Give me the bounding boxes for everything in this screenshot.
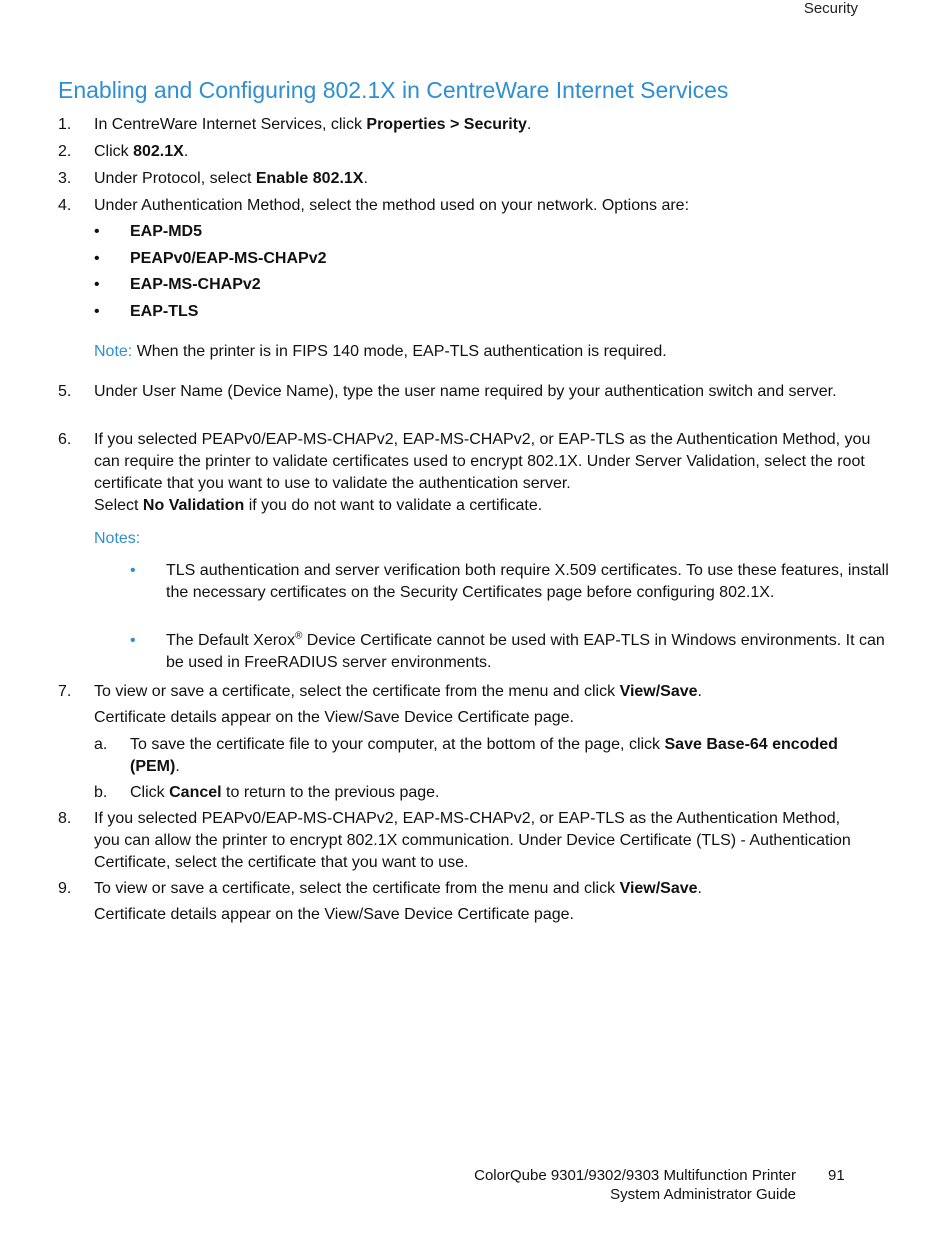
ui-term: Cancel (169, 784, 222, 801)
substep-text-part: To save the certificate file to your computer, at the bottom of the page, click (130, 736, 665, 753)
option-label: EAP-TLS (130, 303, 199, 320)
notes-label: Notes: (94, 530, 141, 547)
substep-text (130, 734, 854, 778)
step-number: 6. (58, 431, 72, 448)
step-text: If you selected PEAPv0/EAP-MS-CHAPv2, EAP-MS-CHAPv2, or EAP-TLS as the Authentication Method, you can allow the printer to encrypt 802.1X communication. Under Device Certificate (TLS) - Authentication Certificate, select the certificate that you want to use. (94, 810, 851, 871)
substep-letter: b. (94, 784, 108, 801)
ui-term: View/Save (619, 683, 698, 700)
substep-letter: a. (94, 736, 108, 753)
footer-product (474, 1166, 796, 1204)
substep-text-part: Click (130, 784, 170, 801)
note-text-part: Device Certificate cannot be used with EAP-TLS in Windows environments. It can be used in FreeRADIUS server environments. (166, 632, 885, 671)
step-text-part: . (697, 880, 702, 897)
option-label: EAP-MS-CHAPv2 (130, 276, 261, 293)
step-text-part: To view or save a certificate, select the certificate from the menu and click (94, 683, 620, 700)
footer-guide-name: System Administrator Guide (610, 1186, 796, 1203)
running-header: Security (803, 0, 858, 17)
bullet-icon: • (94, 223, 100, 240)
step-text-part: if you do not want to validate a certificate. (244, 497, 543, 514)
menu-path: Properties > Security (366, 116, 527, 133)
step-text-part: Click (94, 143, 134, 160)
footer-product-name: ColorQube 9301/9302/9303 Multifunction Printer (474, 1167, 796, 1184)
step-detail: Certificate details appear on the View/Save Device Certificate page. (94, 906, 574, 923)
step-text-part: . (363, 170, 368, 187)
step-text (94, 168, 893, 190)
step-text (94, 878, 893, 900)
bullet-icon: • (94, 276, 100, 293)
note-item-text: TLS authentication and server verification both require X.509 certificates. To use these features, install the necessary certificates on the Security Certificates page before configuring 802.1X. (166, 562, 889, 601)
step-text (94, 681, 893, 703)
step-text-part: In CentreWare Internet Services, click (94, 116, 367, 133)
step-text (94, 141, 893, 163)
step-number: 9. (58, 880, 72, 897)
step-text-part: Select (94, 497, 143, 514)
note-item-text (166, 630, 890, 674)
step-number: 1. (58, 116, 72, 133)
ui-term: 802.1X (133, 143, 184, 160)
registered-mark: ® (294, 630, 303, 642)
ui-term: View/Save (619, 880, 698, 897)
note-text: When the printer is in FIPS 140 mode, EAP-TLS authentication is required. (132, 343, 667, 360)
option-label: PEAPv0/EAP-MS-CHAPv2 (130, 250, 327, 267)
step-text (94, 114, 893, 136)
step-text (94, 429, 893, 517)
step-number: 7. (58, 683, 72, 700)
step-text: Under Authentication Method, select the method used on your network. Options are: (94, 197, 690, 214)
substep-text (130, 782, 854, 804)
step-detail: Certificate details appear on the View/Save Device Certificate page. (94, 709, 574, 726)
page-number: 91 (828, 1167, 845, 1184)
bullet-icon: • (94, 250, 100, 267)
step-text-part: . (697, 683, 702, 700)
step-text-part: . (183, 143, 189, 160)
step-number: 8. (58, 810, 72, 827)
step-number: 2. (58, 143, 72, 160)
step-text-part: To view or save a certificate, select the certificate from the menu and click (94, 880, 620, 897)
page-title: Enabling and Configuring 802.1X in CentreWare Internet Services (58, 77, 729, 103)
step-number: 5. (58, 383, 72, 400)
step-text-part: If you selected PEAPv0/EAP-MS-CHAPv2, EAP-MS-CHAPv2, or EAP-TLS as the Authentication Method, you can require the printer to validate certificates used to encrypt 802.1X. Under Server Validation, select the root certificate that you want to use to validate the authentication server. (94, 431, 871, 492)
ui-term: Save Base-64 encoded (PEM) (130, 736, 838, 775)
substep-text-part: to return to the previous page. (221, 784, 440, 801)
step-text-part: . (526, 116, 532, 133)
step-number: 3. (58, 170, 72, 187)
bullet-icon: • (94, 303, 100, 320)
option-label: EAP-MD5 (130, 223, 203, 240)
ui-term: Enable 802.1X (255, 170, 364, 187)
ui-term: No Validation (142, 497, 245, 514)
bullet-icon: • (130, 632, 136, 649)
note-label: Note: (94, 343, 133, 360)
bullet-icon: • (130, 562, 136, 579)
substep-text-part: . (175, 758, 180, 775)
step-text: Under User Name (Device Name), type the user name required by your authentication switch and server. (94, 383, 837, 400)
note-text-part: The Default Xerox (166, 632, 295, 649)
step-number: 4. (58, 197, 72, 214)
note (94, 341, 894, 363)
step-text-part: Under Protocol, select (94, 170, 256, 187)
